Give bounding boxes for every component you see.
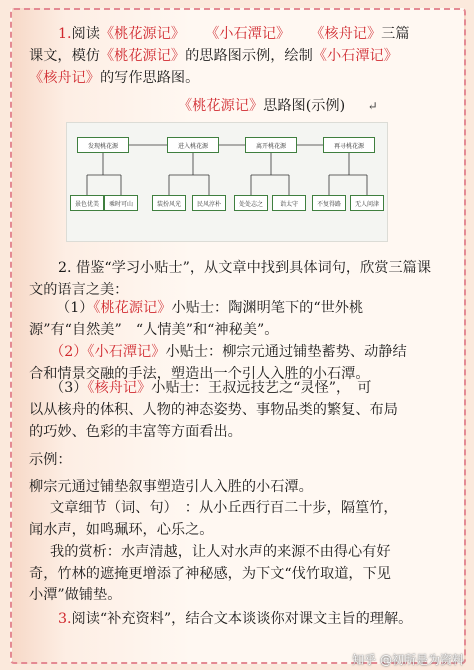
flow-node-3: 离开桃花源: [245, 137, 297, 153]
flow-leaf-2: 乘时可山: [104, 195, 138, 211]
example-line-1: 柳宗元通过铺垫叙事塑造引人入胜的小石潭。: [29, 479, 313, 495]
tip-1-line-2: 源”有“自然美” “人情美”和“神秘美”。: [29, 322, 279, 338]
example-line-3: 闻水声，如鸣珮环，心乐之。: [29, 522, 214, 538]
q1-line-3: 《核舟记》的写作思路图。: [29, 70, 200, 86]
tip-3-line-3: 的巧妙、色彩的丰富等方面看出。: [29, 424, 242, 440]
example-line-4: 我的赏析：水声清越，让人对水声的来源不由得心有好: [50, 544, 391, 560]
flow-leaf-5: 处处志之: [234, 195, 268, 211]
figure-title: 《桃花源记》思路图(示例) ↵: [178, 98, 378, 114]
q1-line-2: 课文，模仿《桃花源记》的思路图示例，绘制《小石潭记》: [29, 48, 398, 64]
q3-line: 3.阅读“补充资料”，结合文本谈谈你对课文主旨的理解。: [58, 611, 413, 627]
flow-node-1: 发现桃花源: [77, 137, 129, 153]
flow-leaf-8: 无人问津: [350, 195, 384, 211]
book-xiaoshitanji: 《小石潭记》: [205, 26, 291, 42]
flow-leaf-4: 民风淳朴: [192, 195, 226, 211]
q1-number: 1.: [58, 26, 72, 42]
flow-leaf-3: 装扮风光: [152, 195, 186, 211]
q1-line-1: 1.阅读《桃花源记》 《小石潭记》 《核舟记》三篇: [58, 26, 410, 42]
flow-node-2: 进入桃花源: [167, 137, 219, 153]
tip-3-line-1: （3）《核舟记》小贴士：王叔远技艺之“灵怪”， 可: [50, 380, 372, 396]
tip-2-line-1: （2）《小石潭记》小贴士：柳宗元通过铺垫蓄势、动静结: [50, 344, 407, 360]
example-line-6: 小潭”做铺垫。: [29, 587, 122, 603]
tip-3-line-2: 以从核舟的体积、人物的神态姿势、事物品类的繁复、布局: [29, 402, 398, 418]
q2-line-2: 文的语言之美：: [29, 282, 129, 298]
flow-node-4: 再寻桃花源: [323, 137, 375, 153]
watermark: 知乎 @初所是为资料: [352, 653, 464, 667]
example-label: 示例：: [29, 452, 72, 468]
book-taohuayuanji: 《桃花源记》: [99, 26, 186, 42]
example-line-2: 文章细节（词、句） ：从小丘西行百二十步，隔篁竹，: [50, 500, 398, 516]
book-hezhouji: 《核舟记》: [310, 26, 382, 42]
q2-line-1: 2. 借鉴“学习小贴士”，从文章中找到具体词句，欣赏三篇课: [58, 260, 432, 276]
flow-leaf-7: 不复得路: [312, 195, 346, 211]
return-mark-icon: ↵: [367, 99, 378, 113]
q3-number: 3.: [58, 611, 72, 627]
flow-leaf-6: 诣太守: [272, 195, 306, 211]
tip-2-line-2: 合和情景交融的手法，塑造出一个引人入胜的小石潭。: [29, 366, 370, 382]
tip-1-line-1: （1）《桃花源记》小贴士：陶渊明笔下的“世外桃: [56, 300, 364, 316]
example-line-5: 奇，竹林的遮掩更增添了神秘感，为下文“伐竹取道，下见: [29, 566, 391, 582]
flow-leaf-1: 景色优美: [70, 195, 104, 211]
flow-diagram: [66, 122, 388, 242]
